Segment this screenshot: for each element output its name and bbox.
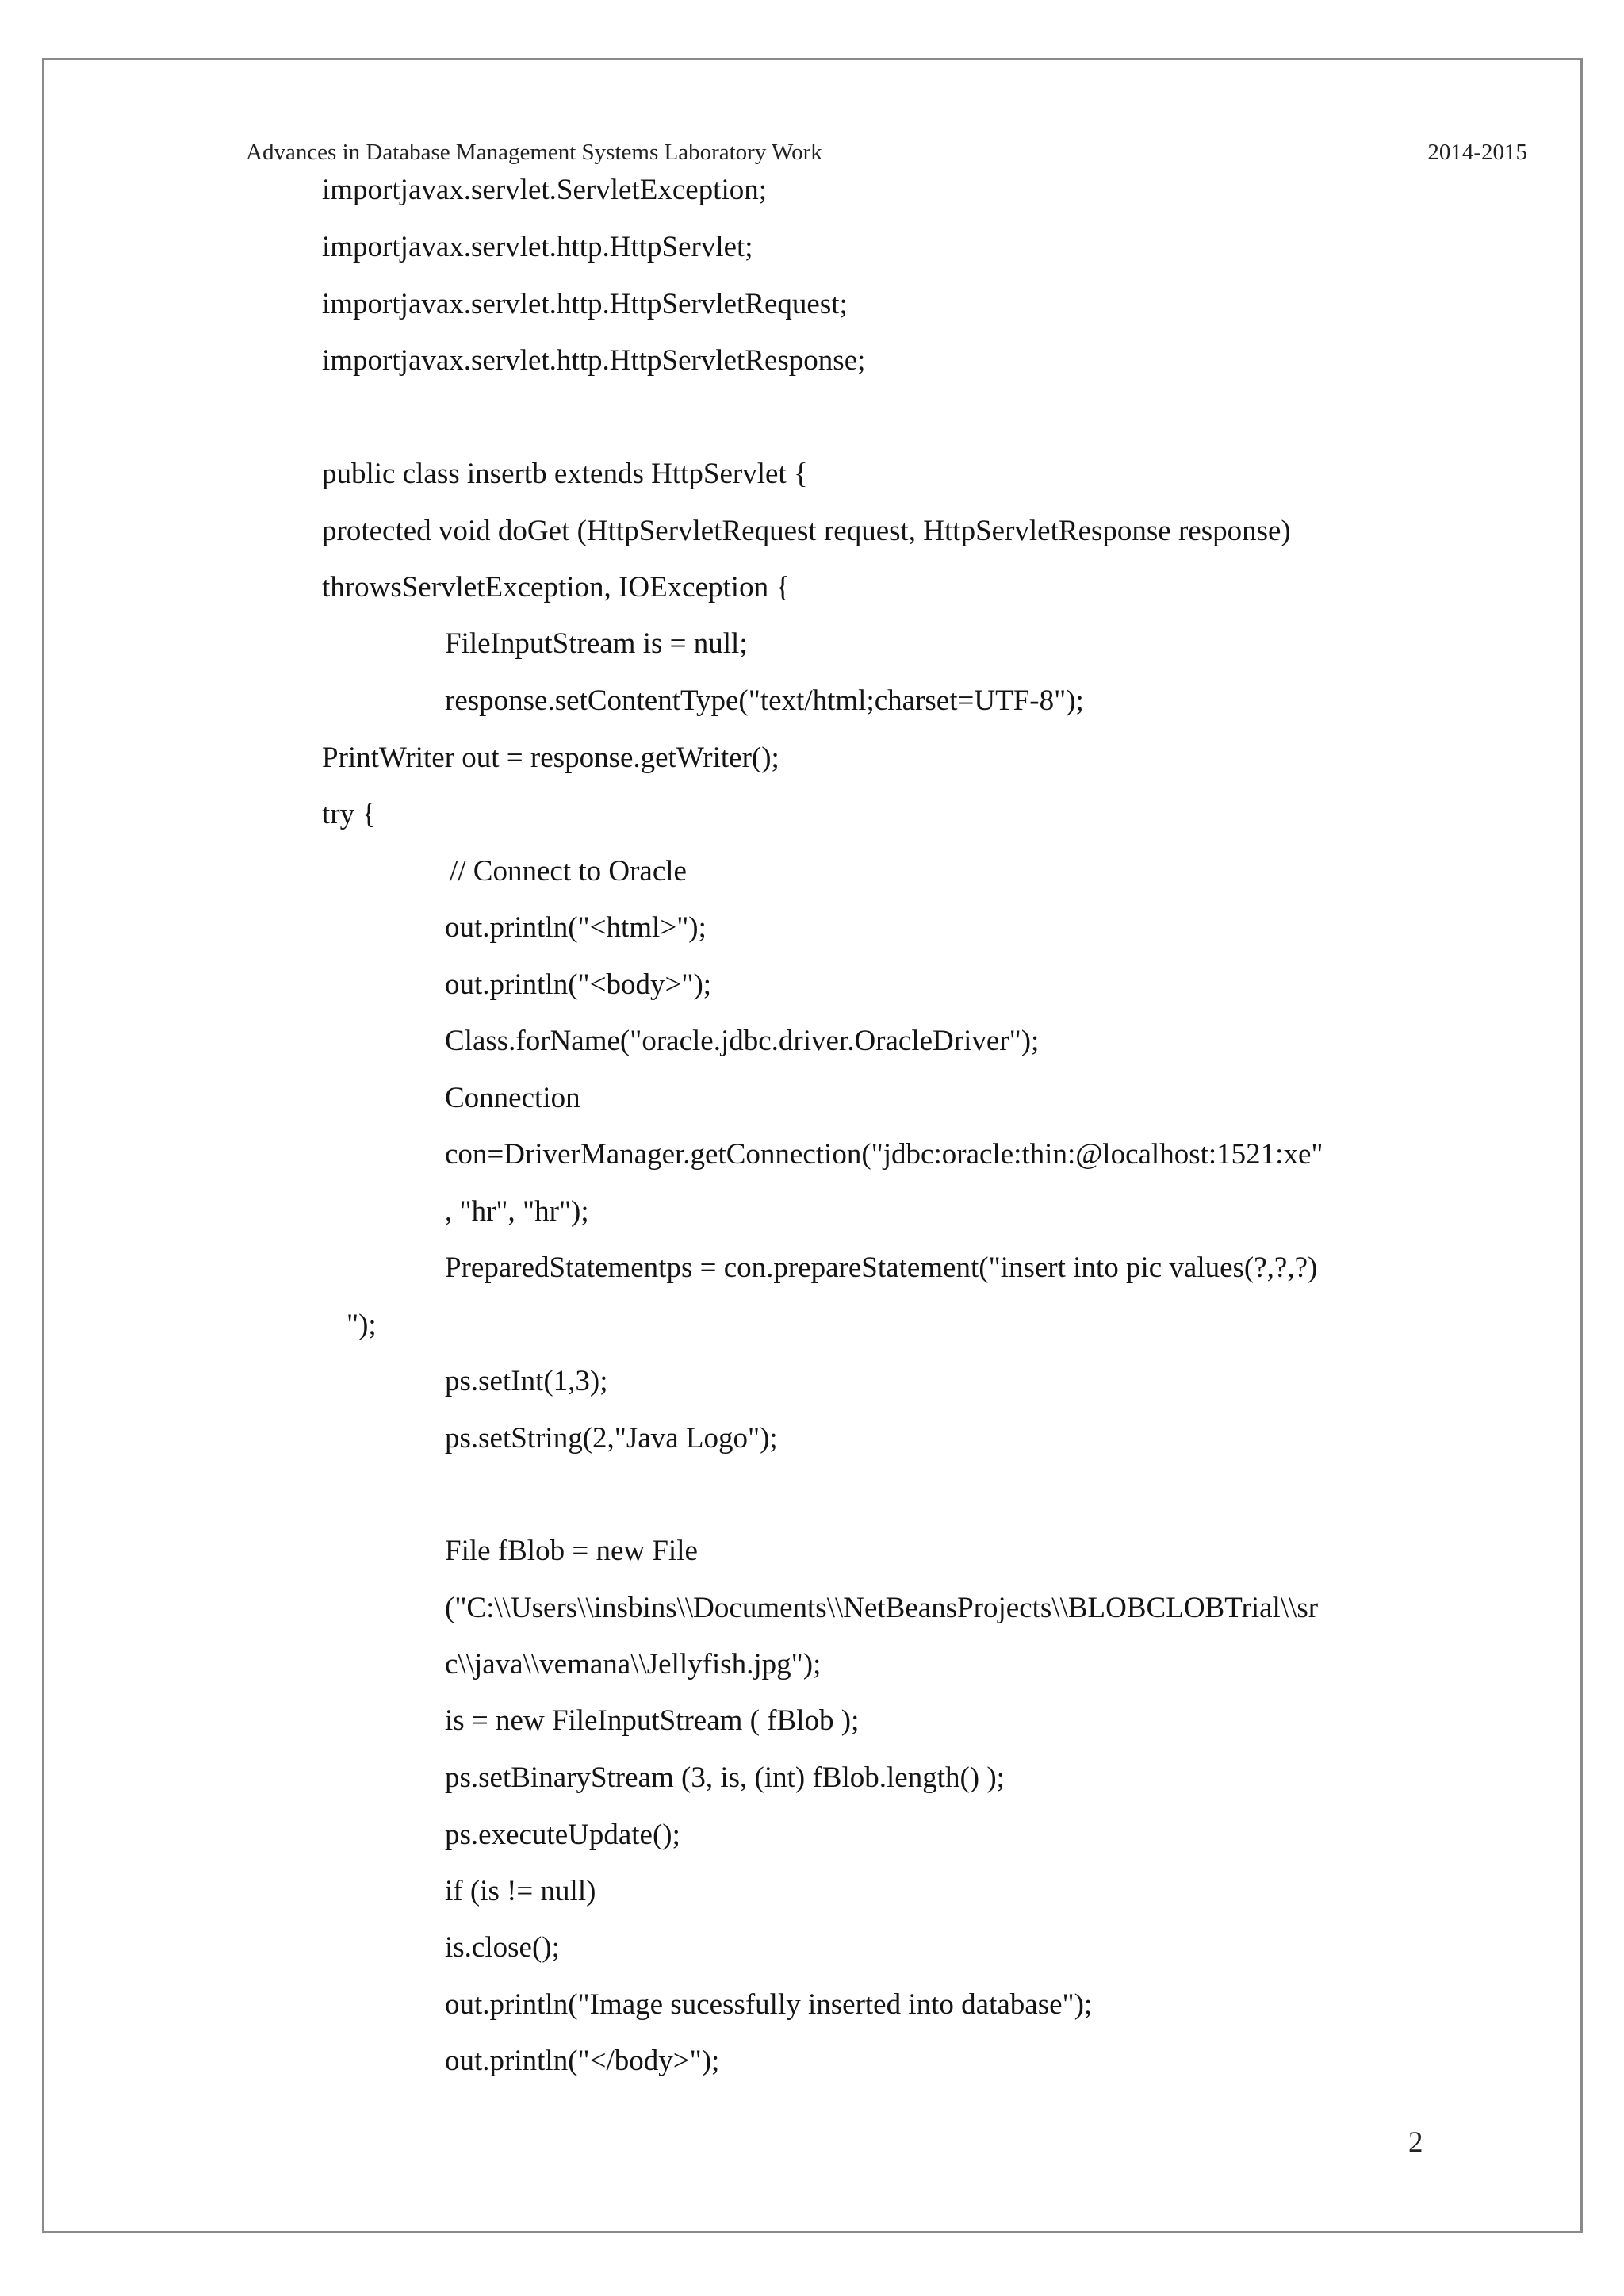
code-line: , "hr", "hr"); [445,1195,589,1228]
code-line: response.setContentType("text/html;charset=UTF-8"); [445,684,1084,717]
code-line: PreparedStatementps = con.prepareStatement("insert into pic values(?,?,?) [445,1251,1318,1284]
code-line: importjavax.servlet.http.HttpServletRequest; [322,288,848,320]
code-line: is = new FileInputStream ( fBlob ); [445,1704,860,1737]
running-header-title: Advances in Database Management Systems Laboratory Work [246,140,822,165]
code-line: importjavax.servlet.http.HttpServlet; [322,231,753,263]
code-line: importjavax.servlet.http.HttpServletResponse; [322,344,866,377]
code-line: importjavax.servlet.ServletException; [322,174,767,206]
code-line: ps.setBinaryStream (3, is, (int) fBlob.length() ); [445,1761,1005,1794]
running-header-year: 2014-2015 [1427,140,1527,165]
code-line: ps.setInt(1,3); [445,1365,608,1397]
code-line: if (is != null) [445,1875,596,1907]
code-line: PrintWriter out = response.getWriter(); [322,742,779,774]
code-line: ("C:\\Users\\insbins\\Documents\\NetBeansProjects\\BLOBCLOBTrial\\sr [445,1592,1319,1624]
code-line: out.println("<html>"); [445,911,707,944]
code-line: throwsServletException, IOException { [322,571,791,604]
code-line: c\\java\\vemana\\Jellyfish.jpg"); [445,1648,822,1681]
code-line: File fBlob = new File [445,1535,698,1567]
code-line: try { [322,798,377,830]
code-line: ps.setString(2,"Java Logo"); [445,1422,778,1455]
code-line: ps.executeUpdate(); [445,1819,680,1851]
code-line: Connection [445,1082,580,1114]
code-line: con=DriverManager.getConnection("jdbc:oracle:thin:@localhost:1521:xe" [445,1138,1323,1171]
code-line: is.close(); [445,1931,560,1964]
code-line: "); [347,1309,377,1341]
code-line: out.println("Image sucessfully inserted into database"); [445,1988,1093,2021]
page-number: 2 [1408,2126,1423,2159]
code-line: out.println("</body>"); [445,2045,720,2077]
code-line: out.println("<body>"); [445,968,712,1001]
code-line: // Connect to Oracle [450,855,687,887]
code-line: Class.forName("oracle.jdbc.driver.OracleDriver"); [445,1025,1040,1057]
code-line: protected void doGet (HttpServletRequest request, HttpServletResponse response) [322,515,1291,547]
code-line: public class insertb extends HttpServlet { [322,458,808,490]
code-line: FileInputStream is = null; [445,627,748,660]
